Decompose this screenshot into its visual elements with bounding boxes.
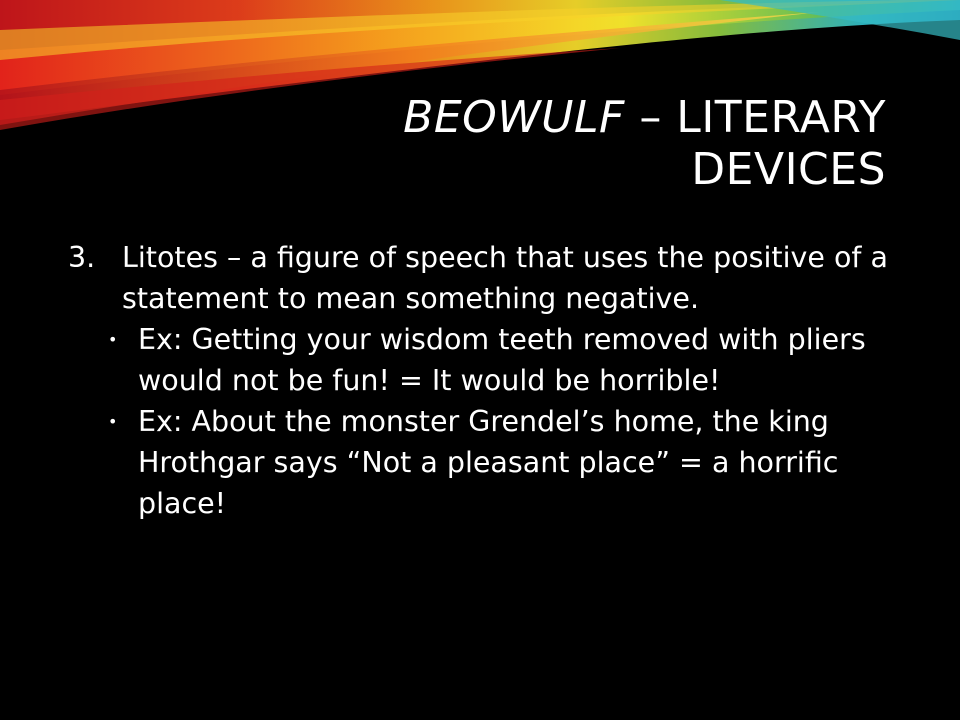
slide-title <box>186 92 886 196</box>
example-text: Ex: About the monster Grendel’s home, the king Hrothgar says “Not a pleasant place” = a horrific place! <box>138 405 839 520</box>
slide-body <box>68 237 908 524</box>
example-item <box>104 401 908 524</box>
title-line2: DEVICES <box>691 144 886 195</box>
example-text: Ex: Getting your wisdom teeth removed with pliers would not be fun! = It would be horrible! <box>138 323 866 397</box>
title-line1-rest: – LITERARY <box>624 92 886 143</box>
bullet-icon: • <box>108 330 118 349</box>
bullet-icon: • <box>108 412 118 431</box>
item-text: Litotes – a figure of speech that uses the positive of a statement to mean something negative. <box>122 241 888 315</box>
title-italic-work: BEOWULF <box>403 92 625 143</box>
item-number: 3. <box>68 241 96 274</box>
example-item <box>104 319 908 401</box>
numbered-item <box>68 237 908 319</box>
